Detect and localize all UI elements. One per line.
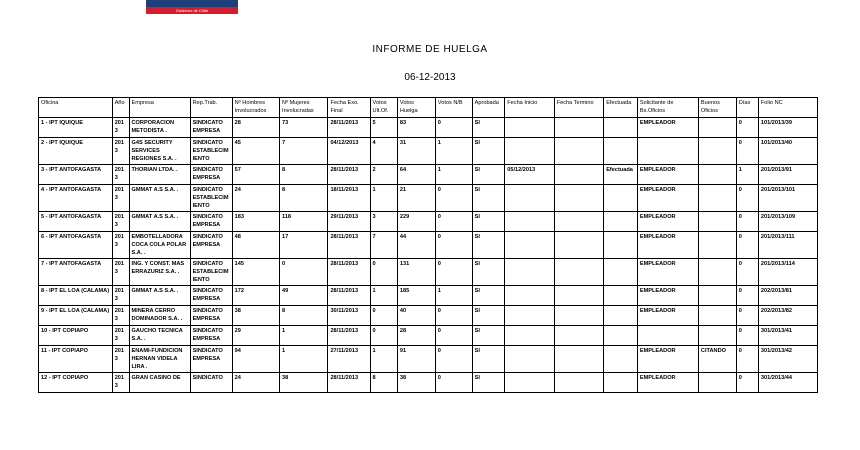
table-cell: SINDICATO EMPRESA xyxy=(190,326,232,346)
table-cell: 18/11/2013 xyxy=(328,185,370,212)
table-cell: 3 xyxy=(370,212,397,232)
table-cell: 2013 xyxy=(112,118,129,138)
table-cell: 0 xyxy=(435,118,472,138)
table-cell xyxy=(554,232,603,259)
table-cell: 2013 xyxy=(112,346,129,373)
table-cell xyxy=(505,138,554,165)
table-cell xyxy=(554,306,603,326)
table-cell: 101/2013/39 xyxy=(758,118,817,138)
table-cell: 11 - IPT COPIAPO xyxy=(39,346,113,373)
table-cell xyxy=(637,326,698,346)
table-cell: 8 xyxy=(280,165,328,185)
table-cell: SINDICATO EMPRESA xyxy=(190,165,232,185)
col-header: Oficina xyxy=(39,98,113,118)
table-cell: Efectuada xyxy=(604,165,638,185)
table-cell: 301/2013/41 xyxy=(758,326,817,346)
table-cell xyxy=(698,185,736,212)
table-cell: 28/11/2013 xyxy=(328,165,370,185)
col-header: Empresa xyxy=(129,98,190,118)
table-cell: 05/12/2013 xyxy=(505,165,554,185)
table-cell: 04/12/2013 xyxy=(328,138,370,165)
table-cell: 28/11/2013 xyxy=(328,259,370,286)
table-cell xyxy=(698,326,736,346)
table-cell xyxy=(554,212,603,232)
col-header: Rep.Trab. xyxy=(190,98,232,118)
table-cell: 10 - IPT COPIAPO xyxy=(39,326,113,346)
table-cell: ING. Y CONST. MAS ERRAZURIZ S.A. . xyxy=(129,259,190,286)
table-cell: 28 xyxy=(397,326,435,346)
col-header: Fecha Exo. Final xyxy=(328,98,370,118)
table-cell: SI xyxy=(472,165,505,185)
table-cell: 28/11/2013 xyxy=(328,286,370,306)
table-cell: SI xyxy=(472,259,505,286)
table-cell: 0 xyxy=(435,306,472,326)
table-cell: EMPLEADOR xyxy=(637,118,698,138)
table-cell xyxy=(554,373,603,393)
table-cell: 7 xyxy=(370,232,397,259)
table-cell xyxy=(637,138,698,165)
table-cell: 172 xyxy=(232,286,279,306)
table-cell: SI xyxy=(472,185,505,212)
table-cell: SINDICATO EMPRESA xyxy=(190,118,232,138)
table-cell: 118 xyxy=(280,212,328,232)
table-row xyxy=(39,286,818,306)
table-cell: EMPLEADOR xyxy=(637,346,698,373)
table-cell: 2013 xyxy=(112,306,129,326)
table-cell: 40 xyxy=(397,306,435,326)
table-cell: GMMAT A.S S.A. . xyxy=(129,212,190,232)
table-cell: EMBOTELLADORA COCA COLA POLAR S.A. . xyxy=(129,232,190,259)
col-header: Solicitante de Bs.Oficios xyxy=(637,98,698,118)
table-cell: EMPLEADOR xyxy=(637,212,698,232)
table-cell: EMPLEADOR xyxy=(637,286,698,306)
table-cell: 28/11/2013 xyxy=(328,326,370,346)
col-header: Votos Ult.Of. xyxy=(370,98,397,118)
table-cell xyxy=(505,326,554,346)
table-cell: 17 xyxy=(280,232,328,259)
table-row xyxy=(39,165,818,185)
table-cell: G4S SECURITY SERVICES REGIONES S.A. . xyxy=(129,138,190,165)
table-cell: 2013 xyxy=(112,185,129,212)
table-cell: SINDICATO EMPRESA xyxy=(190,232,232,259)
report-date: 06-12-2013 xyxy=(404,72,456,83)
table-cell: SI xyxy=(472,373,505,393)
table-cell xyxy=(554,165,603,185)
table-cell: 1 xyxy=(435,138,472,165)
table-cell: 21 xyxy=(397,185,435,212)
table-cell: 0 xyxy=(736,118,758,138)
table-cell: 0 xyxy=(736,346,758,373)
table-cell: 12 - IPT COPIAPO xyxy=(39,373,113,393)
table-cell: 45 xyxy=(232,138,279,165)
table-cell: 0 xyxy=(736,138,758,165)
table-cell: 31 xyxy=(397,138,435,165)
table-cell: ENAMI-FUNDICION HERNAN VIDELA LIRA . xyxy=(129,346,190,373)
table-row xyxy=(39,212,818,232)
table-cell: 0 xyxy=(370,259,397,286)
table-cell: 44 xyxy=(397,232,435,259)
table-cell: SI xyxy=(472,212,505,232)
table-cell: 301/2013/44 xyxy=(758,373,817,393)
table-cell: 8 xyxy=(280,306,328,326)
table-cell: 2 - IPT IQUIQUE xyxy=(39,138,113,165)
table-cell: EMPLEADOR xyxy=(637,232,698,259)
table-cell: 2013 xyxy=(112,326,129,346)
table-cell: 0 xyxy=(435,232,472,259)
table-cell: EMPLEADOR xyxy=(637,165,698,185)
col-header: Días xyxy=(736,98,758,118)
table-cell: 2013 xyxy=(112,165,129,185)
col-header: Nº Hombres Involucrados xyxy=(232,98,279,118)
strike-report-table xyxy=(38,97,818,393)
table-cell xyxy=(554,185,603,212)
table-cell: 0 xyxy=(435,373,472,393)
table-cell: SINDICATO ESTABLECIMIENTO xyxy=(190,185,232,212)
table-cell: 38 xyxy=(232,306,279,326)
table-row xyxy=(39,346,818,373)
table-cell xyxy=(505,259,554,286)
table-cell: 28/11/2013 xyxy=(328,232,370,259)
table-cell xyxy=(505,286,554,306)
table-cell: MINERA CERRO DOMINADOR S.A. . xyxy=(129,306,190,326)
table-cell: 201/2013/101 xyxy=(758,185,817,212)
table-cell: 202/2013/82 xyxy=(758,306,817,326)
table-row xyxy=(39,326,818,346)
col-header: Folio NC xyxy=(758,98,817,118)
table-cell: 91 xyxy=(397,346,435,373)
table-cell: SI xyxy=(472,306,505,326)
table-cell: SINDICATO EMPRESA xyxy=(190,346,232,373)
table-cell xyxy=(505,232,554,259)
table-cell xyxy=(505,373,554,393)
table-cell: 28/11/2013 xyxy=(328,118,370,138)
table-cell: 83 xyxy=(397,118,435,138)
table-row xyxy=(39,259,818,286)
table-cell xyxy=(554,138,603,165)
table-cell xyxy=(505,118,554,138)
table-cell: SI xyxy=(472,118,505,138)
table-cell: 1 xyxy=(736,165,758,185)
table-cell: 73 xyxy=(280,118,328,138)
table-cell: 6 - IPT ANTOFAGASTA xyxy=(39,232,113,259)
table-cell: 229 xyxy=(397,212,435,232)
table-cell: SI xyxy=(472,286,505,306)
table-cell: 2013 xyxy=(112,212,129,232)
table-cell xyxy=(604,138,638,165)
table-cell: 2013 xyxy=(112,373,129,393)
table-cell: 94 xyxy=(232,346,279,373)
table-cell: 1 xyxy=(370,286,397,306)
table-row xyxy=(39,373,818,393)
table-cell: 4 - IPT ANTOFAGASTA xyxy=(39,185,113,212)
table-cell: 0 xyxy=(435,326,472,346)
table-cell: 1 xyxy=(435,286,472,306)
table-cell: 0 xyxy=(736,185,758,212)
col-header: Fecha Inicio xyxy=(505,98,554,118)
table-cell xyxy=(604,259,638,286)
table-cell: 7 - IPT ANTOFAGASTA xyxy=(39,259,113,286)
table-cell: 49 xyxy=(280,286,328,306)
table-cell: 183 xyxy=(232,212,279,232)
table-cell: 8 xyxy=(280,185,328,212)
table-cell: 1 xyxy=(370,185,397,212)
table-cell: 57 xyxy=(232,165,279,185)
table-cell: 24 xyxy=(232,373,279,393)
table-cell: 1 - IPT IQUIQUE xyxy=(39,118,113,138)
table-cell xyxy=(698,306,736,326)
col-header: Aprobada xyxy=(472,98,505,118)
table-cell: EMPLEADOR xyxy=(637,373,698,393)
table-cell xyxy=(604,118,638,138)
table-cell: 0 xyxy=(736,286,758,306)
table-cell: 48 xyxy=(232,232,279,259)
table-cell: 0 xyxy=(435,212,472,232)
table-cell: 0 xyxy=(435,346,472,373)
table-cell xyxy=(604,185,638,212)
col-header: Año xyxy=(112,98,129,118)
table-cell: 0 xyxy=(280,259,328,286)
col-header: Nº Mujeres Involucradas xyxy=(280,98,328,118)
col-header: Votos N/B xyxy=(435,98,472,118)
table-cell xyxy=(698,373,736,393)
table-header-row xyxy=(39,98,818,118)
table-cell: 301/2013/42 xyxy=(758,346,817,373)
table-cell xyxy=(554,259,603,286)
table-cell: 30/11/2013 xyxy=(328,306,370,326)
table-cell xyxy=(604,212,638,232)
table-cell: THORIAN LTDA. . xyxy=(129,165,190,185)
table-cell: 38 xyxy=(397,373,435,393)
table-cell: SINDICATO ESTABLECIMIENTO xyxy=(190,259,232,286)
table-cell: 0 xyxy=(736,373,758,393)
table-cell xyxy=(505,346,554,373)
report-title: INFORME DE HUELGA xyxy=(372,44,488,55)
col-header: Votos Huelga xyxy=(397,98,435,118)
table-cell: 131 xyxy=(397,259,435,286)
table-cell: 1 xyxy=(370,346,397,373)
table-cell: SINDICATO EMPRESA xyxy=(190,212,232,232)
table-cell: SI xyxy=(472,346,505,373)
table-cell xyxy=(554,346,603,373)
table-cell: 64 xyxy=(397,165,435,185)
table-cell: 0 xyxy=(736,212,758,232)
table-cell: 7 xyxy=(280,138,328,165)
table-cell xyxy=(698,138,736,165)
gobierno-de-chile-logo xyxy=(146,0,238,14)
table-cell: 38 xyxy=(280,373,328,393)
table-cell: 2013 xyxy=(112,259,129,286)
table-cell xyxy=(505,306,554,326)
table-cell: SINDICATO xyxy=(190,373,232,393)
table-cell: 145 xyxy=(232,259,279,286)
logo-text: Gobierno de Chile xyxy=(175,8,209,13)
table-row xyxy=(39,118,818,138)
table-cell: CITANDO xyxy=(698,346,736,373)
table-cell: 29/11/2013 xyxy=(328,212,370,232)
table-cell: 1 xyxy=(435,165,472,185)
table-cell: 27/11/2013 xyxy=(328,346,370,373)
table-row xyxy=(39,138,818,165)
table-cell: EMPLEADOR xyxy=(637,306,698,326)
table-cell: 0 xyxy=(370,306,397,326)
table-cell: 101/2013/40 xyxy=(758,138,817,165)
table-cell: SINDICATO EMPRESA xyxy=(190,286,232,306)
table-cell: 8 - IPT EL LOA (CALAMA) xyxy=(39,286,113,306)
table-cell: 0 xyxy=(370,326,397,346)
table-cell: SI xyxy=(472,326,505,346)
table-cell: 29 xyxy=(232,326,279,346)
table-cell: EMPLEADOR xyxy=(637,185,698,212)
table-cell: 201/2013/109 xyxy=(758,212,817,232)
table-cell xyxy=(698,212,736,232)
table-cell: CORPORACION METODISTA . xyxy=(129,118,190,138)
table-cell: SI xyxy=(472,232,505,259)
table-cell xyxy=(604,346,638,373)
table-body xyxy=(39,118,818,393)
table-cell: 8 xyxy=(370,373,397,393)
table-cell: EMPLEADOR xyxy=(637,259,698,286)
table-cell: 28/11/2013 xyxy=(328,373,370,393)
col-header: Buenos Oficios xyxy=(698,98,736,118)
col-header: Efectuada xyxy=(604,98,638,118)
table-cell xyxy=(698,259,736,286)
table-cell: 0 xyxy=(736,259,758,286)
table-cell: 202/2013/81 xyxy=(758,286,817,306)
table-cell xyxy=(554,118,603,138)
table-cell: 4 xyxy=(370,138,397,165)
table-cell xyxy=(698,165,736,185)
table-cell: 201/2013/91 xyxy=(758,165,817,185)
table-cell: GAUCHO TECNICA S.A. . xyxy=(129,326,190,346)
table-cell xyxy=(604,306,638,326)
col-header: Fecha Termino xyxy=(554,98,603,118)
table-row xyxy=(39,185,818,212)
table-cell: 0 xyxy=(435,259,472,286)
table-cell xyxy=(698,286,736,306)
table-cell: 9 - IPT EL LOA (CALAMA) xyxy=(39,306,113,326)
table-cell: 2 xyxy=(370,165,397,185)
table-cell xyxy=(604,232,638,259)
table-row xyxy=(39,306,818,326)
table-cell: 2013 xyxy=(112,232,129,259)
table-cell: 1 xyxy=(280,346,328,373)
table-cell: 2013 xyxy=(112,138,129,165)
table-cell: 5 xyxy=(370,118,397,138)
table-cell xyxy=(604,326,638,346)
table-cell: 0 xyxy=(736,232,758,259)
table-cell: 185 xyxy=(397,286,435,306)
table-cell: 3 - IPT ANTOFAGASTA xyxy=(39,165,113,185)
table-cell xyxy=(554,286,603,306)
table-cell: 201/2013/111 xyxy=(758,232,817,259)
table-cell: 0 xyxy=(736,326,758,346)
table-cell: GMMAT A.S S.A. . xyxy=(129,185,190,212)
table-cell xyxy=(554,326,603,346)
table-cell: SINDICATO EMPRESA xyxy=(190,306,232,326)
table-cell: 0 xyxy=(736,306,758,326)
table-cell: 201/2013/114 xyxy=(758,259,817,286)
table-cell: 2013 xyxy=(112,286,129,306)
table-cell: 5 - IPT ANTOFAGASTA xyxy=(39,212,113,232)
table-cell: 24 xyxy=(232,185,279,212)
table-cell xyxy=(698,232,736,259)
table-cell xyxy=(505,212,554,232)
table-cell: SI xyxy=(472,138,505,165)
table-cell xyxy=(604,373,638,393)
table-row xyxy=(39,232,818,259)
table-cell: GRAN CASINO DE xyxy=(129,373,190,393)
table-cell: 0 xyxy=(435,185,472,212)
table-cell xyxy=(698,118,736,138)
table-cell: SINDICATO ESTABLECIMIENTO xyxy=(190,138,232,165)
table-cell: 1 xyxy=(280,326,328,346)
table-cell: GMMAT A.S S.A. . xyxy=(129,286,190,306)
table-cell xyxy=(505,185,554,212)
table-cell: 28 xyxy=(232,118,279,138)
table-cell xyxy=(604,286,638,306)
